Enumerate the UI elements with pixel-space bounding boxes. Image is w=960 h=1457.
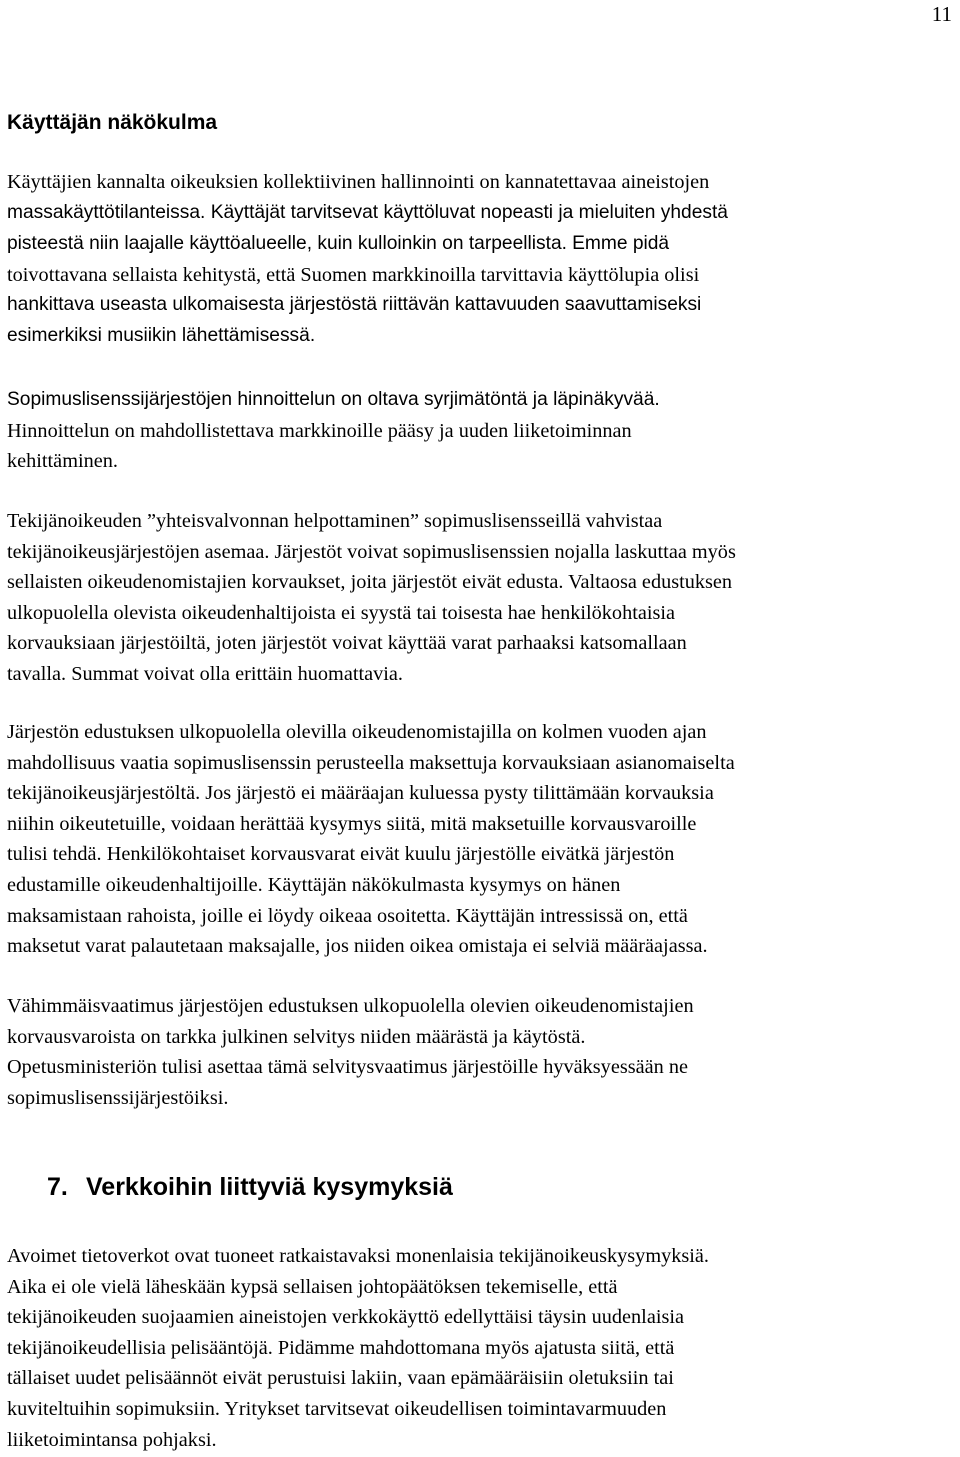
paragraph-line: tekijänoikeudellisia pelisääntöjä. Pidämme mahdottomana myös ajatusta siitä, että xyxy=(7,1336,675,1359)
paragraph-unrepresented-owners xyxy=(7,717,957,962)
paragraph-line: esimerkiksi musiikin lähettämisessä. xyxy=(7,324,316,346)
paragraph-line: Opetusministeriön tulisi asettaa tämä selvitysvaatimus järjestöille hyväksyessään ne xyxy=(7,1056,688,1079)
paragraph-line: tekijänoikeusjärjestöjen asemaa. Järjestöt voivat sopimuslisenssien nojalla laskuttaa myös xyxy=(7,540,736,563)
paragraph-joint-administration xyxy=(7,506,957,690)
paragraph-line: tekijänoikeuden suojaamien aineistojen verkkokäyttö edellyttäisi täysin uudenlaisia xyxy=(7,1306,684,1329)
paragraph-line: tavalla. Summat voivat olla erittäin huomattavia. xyxy=(7,662,403,685)
page-number: 11 xyxy=(931,2,952,26)
paragraph-line: ulkopuolella olevista oikeudenhaltijoista ei syystä tai toisesta hae henkilökohtaisia xyxy=(7,601,676,624)
paragraph-line: edustamille oikeudenhaltijoille. Käyttäjän näkökulmasta kysymys on hänen xyxy=(7,873,621,896)
paragraph-line: Avoimet tietoverkot ovat tuoneet ratkaistavaksi monenlaisia tekijänoikeuskysymyksiä. xyxy=(7,1245,709,1267)
paragraph-line: toivottavana sellaista kehitystä, että Suomen markkinoilla tarvittavia käyttölupia olisi xyxy=(7,263,700,286)
paragraph-collective-licensing xyxy=(7,167,957,352)
paragraph-line: liiketoimintansa pohjaksi. xyxy=(7,1428,217,1451)
paragraph-line-segment: Emme pidä xyxy=(572,233,670,255)
paragraph-line: sopimuslisenssijärjestöiksi. xyxy=(7,1086,229,1109)
paragraph-line: sellaisten oikeudenomistajien korvaukset, joita järjestöt eivät edusta. Valtaosa edustuksen xyxy=(7,571,733,594)
paragraph-line: Tekijänoikeuden ”yhteisvalvonnan helpottaminen” sopimuslisensseillä vahvistaa xyxy=(7,510,663,532)
paragraph-line: Vähimmäisvaatimus järjestöjen edustuksen ulkopuolella olevien oikeudenomistajien xyxy=(7,995,694,1017)
paragraph-line: korvauksiaan järjestöiltä, joten järjestöt voivat käyttää varat parhaaksi katsomallaan xyxy=(7,632,687,655)
paragraph-line: kuviteltuihin sopimuksiin. Yritykset tarvitsevat oikeudellisen toimintavarmuuden xyxy=(7,1397,667,1420)
paragraph-pricing xyxy=(7,385,957,477)
paragraph-line: niihin oikeutetuille, voidaan herättää kysymys siitä, mitä maksetuille korvausvaroille xyxy=(7,812,697,835)
section-heading-networks xyxy=(47,1170,453,1204)
paragraph-line: mahdollisuus vaatia sopimuslisenssin perusteella maksettuja korvauksiaan asianomaiselta xyxy=(7,751,735,774)
paragraph-minimum-requirement xyxy=(7,991,957,1113)
paragraph-line: Sopimuslisenssijärjestöjen hinnoittelun on oltava syrjimätöntä ja läpinäkyvää. xyxy=(7,389,660,410)
section-title: Verkkoihin liittyviä kysymyksiä xyxy=(86,1173,453,1201)
paragraph-line: Järjestön edustuksen ulkopuolella olevilla oikeudenomistajilla on kolmen vuoden ajan xyxy=(7,721,707,743)
section-number: 7. xyxy=(47,1173,68,1201)
paragraph-line: tekijänoikeusjärjestöltä. Jos järjestö ei määräajan kuluessa pysty tilittämään korvauksia xyxy=(7,782,714,805)
paragraph-line: korvausvaroista on tarkka julkinen selvitys niiden määrästä ja käytöstä. xyxy=(7,1025,586,1048)
paragraph-line: massakäyttötilanteissa. Käyttäjät tarvitsevat käyttöluvat nopeasti ja mieluiten yhdestä xyxy=(7,201,728,223)
paragraph-line: tulisi tehdä. Henkilökohtaiset korvausvarat eivät kuulu järjestölle eivätkä järjestön xyxy=(7,843,675,866)
paragraph-line: Aika ei ole vielä läheskään kypsä sellaisen johtopäätöksen tekemiselle, että xyxy=(7,1275,618,1298)
paragraph-line: hankittava useasta ulkomaisesta järjestöstä riittävän kattavuuden saavuttamiseksi xyxy=(7,294,702,316)
paragraph-line: Hinnoittelun on mahdollistettava markkinoille pääsy ja uuden liiketoiminnan xyxy=(7,419,632,442)
paragraph-line-segment: pisteestä niin laajalle käyttöalueelle, kuin kulloinkin on tarpeellista. xyxy=(7,233,567,255)
paragraph-line: maksetut varat palautetaan maksajalle, jos niiden oikea omistaja ei selviä määräajassa. xyxy=(7,935,708,958)
paragraph-line: tällaiset uudet pelisäännöt eivät perustuisi lakiin, vaan epämääräisiin oletuksiin tai xyxy=(7,1367,674,1390)
subheading-user-perspective: Käyttäjän näkökulma xyxy=(7,111,218,134)
paragraph-line: kehittäminen. xyxy=(7,450,118,473)
paragraph-line: Käyttäjien kannalta oikeuksien kollektiivinen hallinnointi on kannatettavaa aineistojen xyxy=(7,171,710,193)
paragraph-line xyxy=(7,228,957,260)
paragraph-open-networks xyxy=(7,1241,957,1455)
paragraph-line: maksamistaan rahoista, joille ei löydy oikeaa osoitetta. Käyttäjän intressissä on, että xyxy=(7,904,688,927)
